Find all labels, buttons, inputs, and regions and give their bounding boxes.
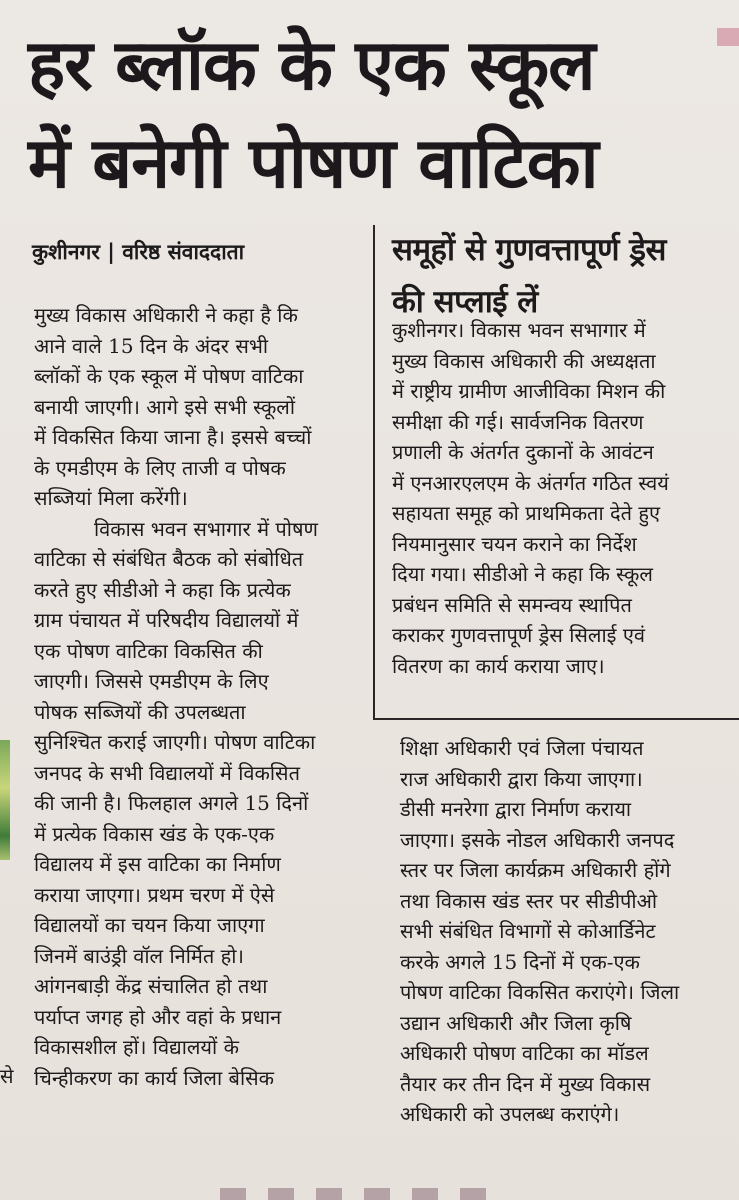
text-line: सुनिश्चित कराई जाएगी। पोषण वाटिका xyxy=(34,730,316,754)
text-line: मुख्य विकास अधिकारी ने कहा है कि xyxy=(34,303,298,327)
headline-line-1: हर ब्लॉक के एक स्कूल xyxy=(28,24,595,106)
column-divider xyxy=(373,225,375,720)
text-line: करते हुए सीडीओ ने कहा कि प्रत्येक xyxy=(34,577,291,602)
sidebar-story-text xyxy=(392,315,732,681)
text-line: कराया जाएगा। प्रथम चरण में ऐसे xyxy=(34,882,275,907)
text-line: तैयार कर तीन दिन में मुख्य विकास xyxy=(400,1071,651,1096)
text-line: तथा विकास खंड स्तर पर सीडीपीओ xyxy=(400,888,658,913)
text-line: कुशीनगर। विकास भवन सभागार में xyxy=(392,318,646,342)
text-line: विकास भवन सभागार में पोषण xyxy=(94,516,318,541)
sidebar-heading-line-2: की सप्लाई लें xyxy=(392,284,538,320)
sidebar-box-rule xyxy=(373,718,739,720)
text-line: शिक्षा अधिकारी एवं जिला पंचायत xyxy=(400,736,644,760)
text-line: पोषक सब्जियों की उपलब्धता xyxy=(34,699,246,724)
text-line: ब्लॉकों के एक स्कूल में पोषण वाटिका xyxy=(34,364,304,388)
text-line: जनपद के सभी विद्यालयों में विकसित xyxy=(34,760,300,785)
byline: कुशीनगर | वरिष्ठ संवाददाता xyxy=(32,240,245,264)
text-line: बनायी जाएगी। आगे इसे सभी स्कूलों xyxy=(34,394,296,419)
text-line: एक पोषण वाटिका विकसित की xyxy=(34,638,263,663)
text-line: जाएगा। इसके नोडल अधिकारी जनपद xyxy=(400,827,675,852)
text-line: सब्जियां मिला करेंगी। xyxy=(34,486,188,510)
text-line: आंगनबाड़ी केंद्र संचालित हो तथा xyxy=(34,974,268,998)
text-line: में विकसित किया जाना है। इससे बच्चों xyxy=(34,425,312,449)
right-column-text xyxy=(400,733,735,1130)
text-line: उद्यान अधिकारी और जिला कृषि xyxy=(400,1010,632,1035)
text-line: मुख्य विकास अधिकारी की अध्यक्षता xyxy=(392,348,656,373)
text-line: में प्रत्येक विकास खंड के एक-एक xyxy=(34,821,275,846)
text-line: में एनआरएलएम के अंतर्गत गठित स्वयं xyxy=(392,470,669,495)
text-line: प्रणाली के अंतर्गत दुकानों के आवंटन xyxy=(392,440,654,464)
text-line: नियमानुसार चयन कराने का निर्देश xyxy=(392,531,637,556)
text-line: के एमडीएम के लिए ताजी व पोषक xyxy=(34,455,286,480)
text-line: वाटिका से संबंधित बैठक को संबोधित xyxy=(34,547,304,571)
text-line: विकासशील हों। विद्यालयों के xyxy=(34,1035,239,1059)
adjacent-photo-edge xyxy=(0,740,10,860)
text-line: सभी संबंधित विभागों से कोआर्डिनेट xyxy=(400,919,656,943)
adjacent-ink-edge xyxy=(717,28,739,46)
text-line: अधिकारी पोषण वाटिका का मॉडल xyxy=(400,1041,649,1065)
text-line: कराकर गुणवत्तापूर्ण ड्रेस सिलाई एवं xyxy=(392,623,646,647)
text-line: में राष्ट्रीय ग्रामीण आजीविका मिशन की xyxy=(392,379,666,403)
text-line: स्तर पर जिला कार्यक्रम अधिकारी होंगे xyxy=(400,858,671,882)
headline-line-2: में बनेगी पोषण वाटिका xyxy=(28,122,598,204)
text-line: जाएगी। जिससे एमडीएम के लिए xyxy=(34,669,269,693)
text-line: दिया गया। सीडीओ ने कहा कि स्कूल xyxy=(392,562,653,586)
text-line: विद्यालय में इस वाटिका का निर्माण xyxy=(34,852,281,876)
text-line: ग्राम पंचायत में परिषदीय विद्यालयों में xyxy=(34,608,299,632)
text-line: जिनमें बाउंड्री वॉल निर्मित हो। xyxy=(34,943,245,968)
text-line: चिन्हीकरण का कार्य जिला बेसिक xyxy=(34,1065,275,1090)
margin-fragment: से xyxy=(0,1064,14,1088)
text-line: अधिकारी को उपलब्ध कराएंगे। xyxy=(400,1102,620,1126)
text-line: पर्याप्त जगह हो और वहां के प्रधान xyxy=(34,1004,282,1029)
text-line: सहायता समूह को प्राथमिकता देते हुए xyxy=(392,501,661,525)
text-line: करके अगले 15 दिनों में एक-एक xyxy=(400,949,640,974)
text-line: आने वाले 15 दिन के अंदर सभी xyxy=(34,333,269,358)
next-headline-edge xyxy=(220,1188,500,1200)
text-line: राज अधिकारी द्वारा किया जाएगा। xyxy=(400,766,643,791)
text-line: विद्यालयों का चयन किया जाएगा xyxy=(34,913,265,937)
text-line: पोषण वाटिका विकसित कराएंगे। जिला xyxy=(400,980,680,1004)
text-line: प्रबंधन समिति से समन्वय स्थापित xyxy=(392,592,632,617)
left-column-text xyxy=(34,300,370,1093)
sidebar-heading-line-1: समूहों से गुणवत्तापूर्ण ड्रेस xyxy=(392,232,666,268)
text-line: समीक्षा की गई। सार्वजनिक वितरण xyxy=(392,409,644,434)
text-line: वितरण का कार्य कराया जाए। xyxy=(392,653,605,678)
text-line: डीसी मनरेगा द्वारा निर्माण कराया xyxy=(400,797,632,821)
text-line: की जानी है। फिलहाल अगले 15 दिनों xyxy=(34,791,309,815)
